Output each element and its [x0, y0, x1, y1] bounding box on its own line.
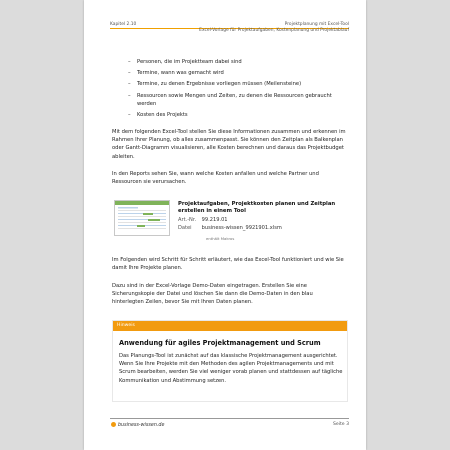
info-list [128, 58, 346, 122]
article-number-label: Art.-Nr. [178, 217, 197, 223]
file-name-label: Datei [178, 225, 192, 231]
macro-note: enthält Makros [206, 236, 235, 241]
list-item [128, 92, 346, 108]
header-chapter: Kapitel 2.10 [110, 22, 137, 27]
document-page [84, 0, 366, 450]
list-item-text: Termine, wann was gemacht wird [137, 70, 224, 77]
list-item [128, 111, 346, 119]
list-item [128, 69, 346, 77]
footer-logo-text: business-wissen.de [118, 423, 165, 428]
header-title: Projektplanung mit Excel-Tool [284, 22, 349, 27]
article-number-value: 99.219.01 [201, 217, 228, 223]
list-item-text: Ressourcen sowie Mengen und Zeiten, zu denen die Ressourcen gebraucht werden [137, 92, 332, 107]
dash-bullet: – [128, 81, 131, 88]
logo-dot-icon [111, 422, 116, 427]
dash-bullet: – [128, 112, 131, 119]
list-item [128, 80, 346, 88]
paragraph-steps: Im Folgenden wird Schritt für Schritt erläutert, wie das Excel-Tool funktioniert und wie Sie damit Ihre Projekte planen. [112, 257, 344, 272]
footer-rule [110, 418, 349, 419]
dash-bullet: – [128, 92, 131, 99]
file-name-row [178, 225, 282, 231]
paragraph-demo-data: Dazu sind in der Excel-Vorlage Demo-Daten eingetragen. Erstellen Sie eine Sicherungskopie der Datei und löschen Sie dann die Demo-Daten in den blau hinterlegten Zeilen, bevor Sie mit Ihren Daten planen. [112, 283, 313, 306]
file-title[interactable]: Projektaufgaben, Projektkosten planen und Zeitplan erstellen in einem Tool [178, 201, 336, 214]
dash-bullet: – [128, 59, 131, 65]
list-item-text: Kosten des Projekts [137, 112, 188, 119]
article-number-row [178, 217, 228, 223]
list-item-text: Personen, die im Projektteam dabei sind [137, 59, 242, 65]
file-name-value[interactable]: business-wissen_9921901.xlsm [201, 225, 282, 231]
hint-title: Anwendung für agiles Projektmanagement und Scrum [119, 339, 321, 347]
header-subtitle: Excel-Vorlage für Projektaufgaben, Kostenplanung und Projektablauf [199, 28, 349, 33]
paragraph-intro: Mit dem folgenden Excel-Tool stellen Sie diese Informationen zusammen und erkennen im Rahmen Ihrer Planung, ob alles zusammenpasst. Sie können den Zeitplan als Balkenplan oder Gantt-Diagramm visualisieren, alle Kosten berechnen und daraus das Projektbudget ableiten. [112, 129, 346, 160]
footer-logo[interactable] [111, 422, 164, 428]
excel-thumbnail-icon[interactable] [114, 200, 170, 236]
hint-text: Das Planungs-Tool ist zunächst auf das klassische Projektmanagement ausgerichtet. Wenn Sie Ihre Projekte mit den Methoden des agilen Projektmanagements und mit Scrum bearbeiten, werden Sie viel weniger vorab planen und stattdessen auf tägliche Kommunikation und Abstimmung setzen. [119, 353, 343, 384]
list-item-text: Termine, zu denen Ergebnisse vorliegen müssen (Meilensteine) [137, 81, 302, 88]
paragraph-reports: In den Reports sehen Sie, wann welche Kosten anfallen und welche Partner und Ressourcen sie verursachen. [112, 171, 319, 186]
page-number: Seite 3 [332, 422, 349, 427]
dash-bullet: – [128, 70, 131, 77]
list-item [128, 58, 346, 66]
hint-box [112, 320, 348, 402]
hint-label: Hinweis [113, 321, 347, 331]
